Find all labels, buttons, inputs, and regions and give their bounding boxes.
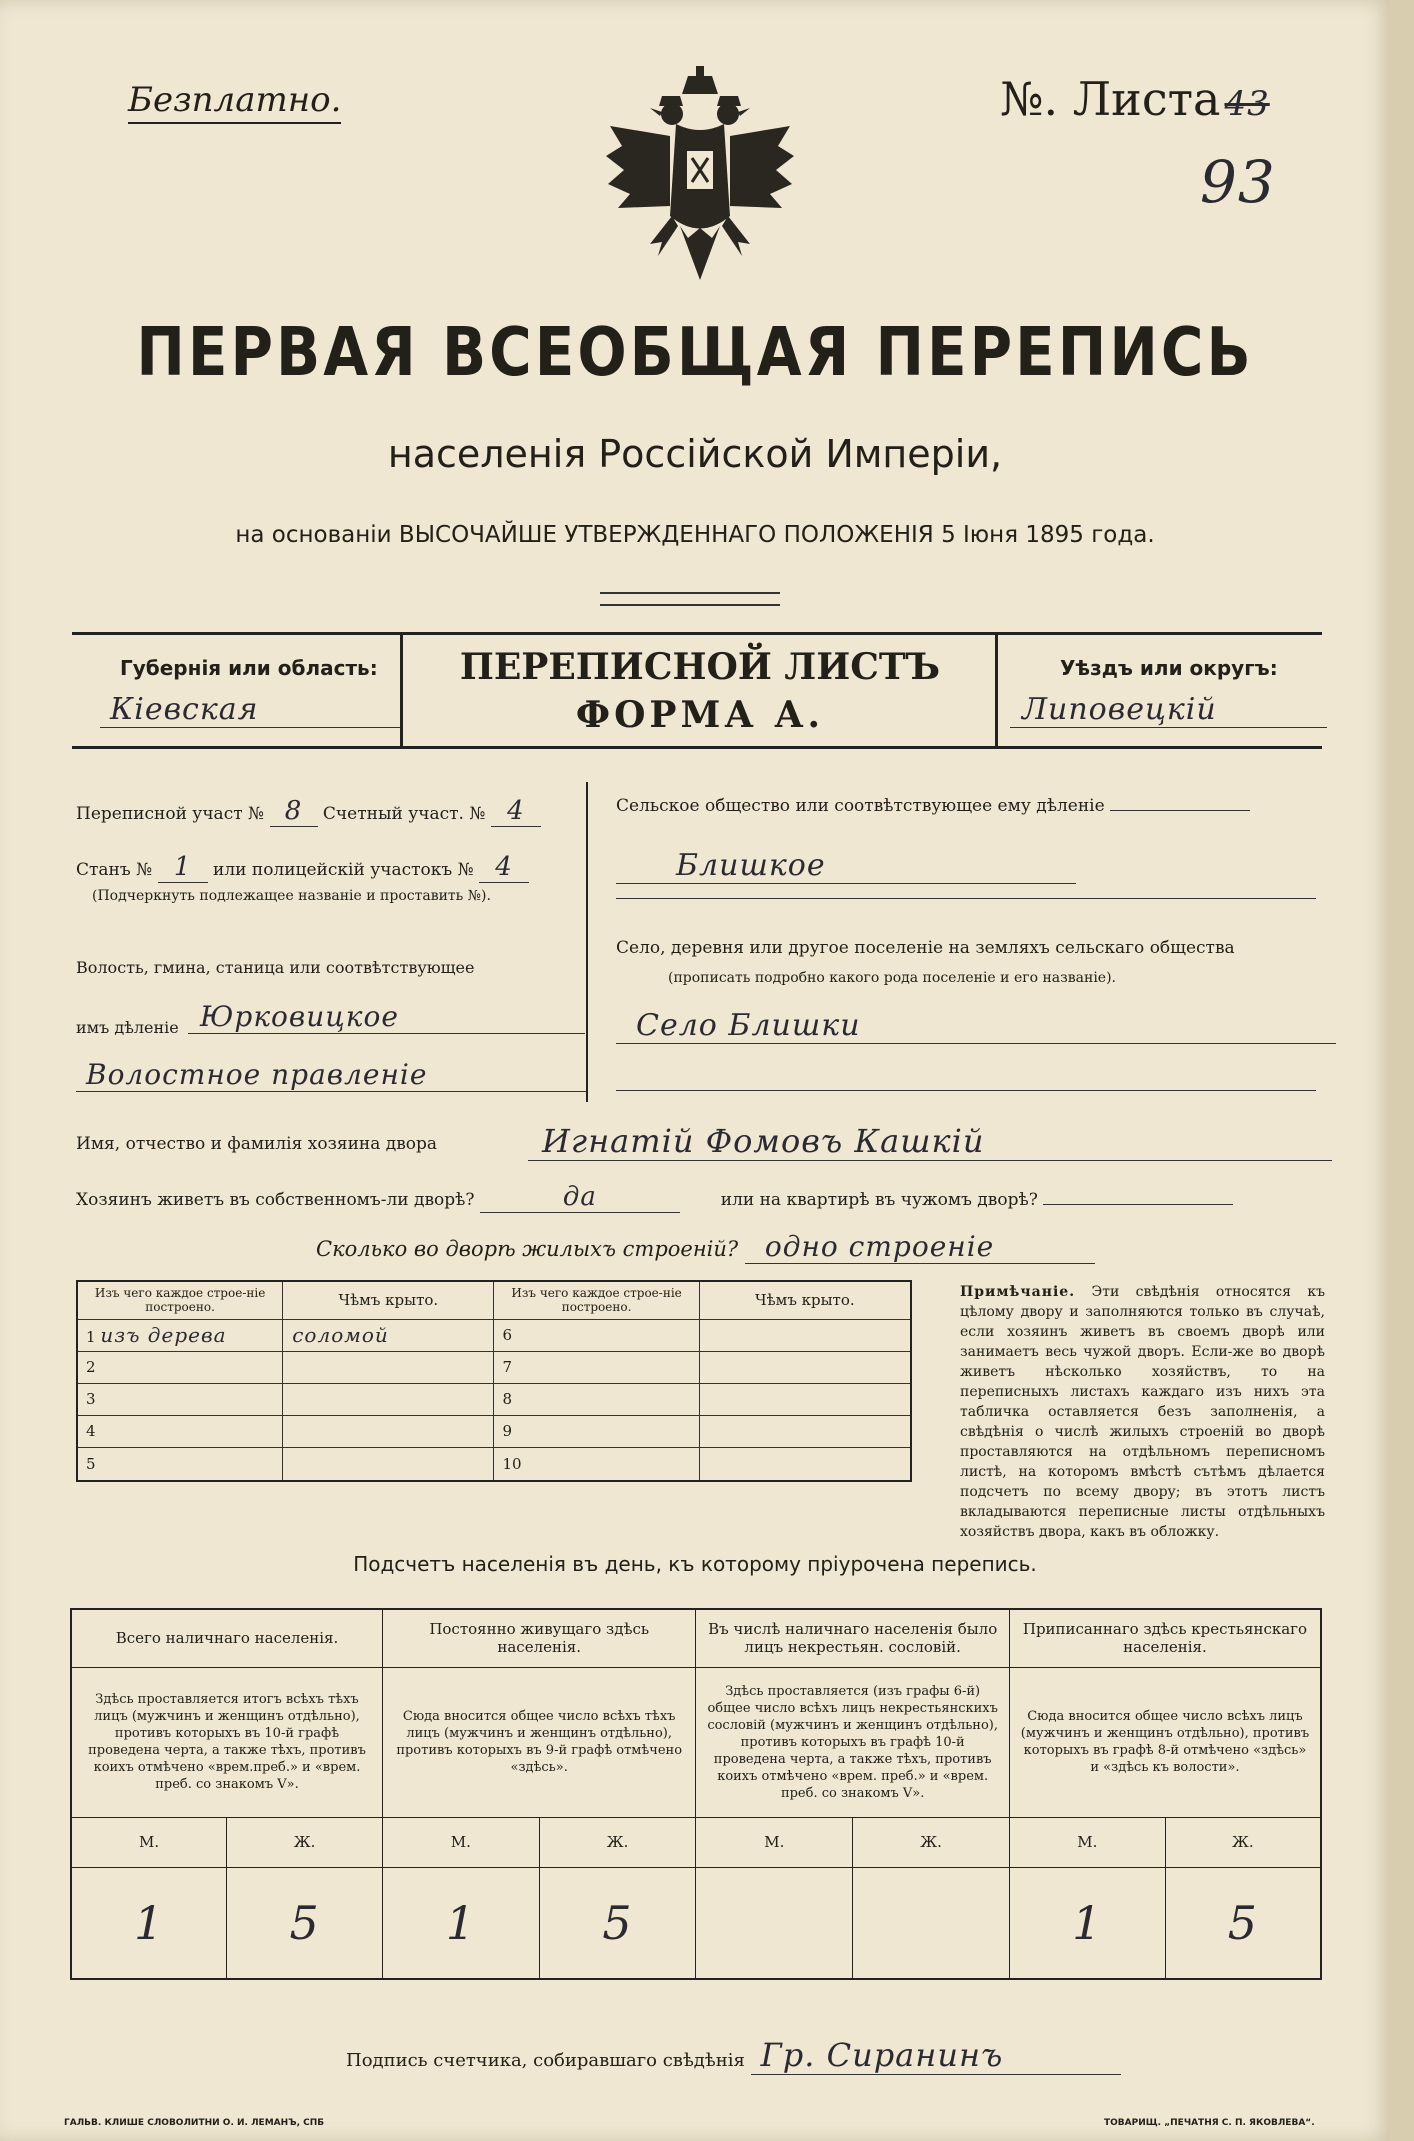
pop-m-header (71, 1817, 227, 1867)
ornament-divider (600, 592, 780, 606)
table-row (77, 1351, 911, 1383)
stan-row (76, 852, 529, 883)
pop-f-label: Ж. (606, 1833, 629, 1851)
pop-peasant-f: 5 (1165, 1867, 1321, 1979)
pop-col-4-desc (1009, 1667, 1321, 1817)
pop-m-header (382, 1817, 539, 1867)
note-text: Эти свѣдѣнія относятся къ цѣлому двору и заполняются только въ случаѣ, если хозяинъ живетъ въ своемъ дворѣ или занимаетъ весь чужой дворъ. Если-же во дворѣ живетъ нѣсколько хозяйствъ, то на переписныхъ листахъ каждаго изъ нихъ эта табличка оставляется безъ заполненія, а свѣдѣнія о числѣ жилыхъ строеній во дворѣ проставляются на отдѣльномъ переписномъ листѣ, на которомъ вмѣстѣ сътѣмъ дѣлается подсчетъ по всему двору; въ этотъ листъ вкладываются переписные листы отдѣльныхъ хозяйствъ двора, какъ въ обложку. (960, 1284, 1325, 1540)
province-value: Кіевская (100, 692, 400, 728)
double-headed-eagle-emblem (600, 66, 800, 296)
village-label: Село, деревня или другое поселеніе на земляхъ сельскаго общества (616, 938, 1235, 958)
sub-title: населенія Россійской Имперіи, (387, 432, 1003, 476)
pop-f-label: Ж. (293, 1833, 316, 1851)
district-label: Уѣздъ или округъ: (1060, 656, 1278, 680)
pop-nonpeasant-f (853, 1867, 1010, 1979)
pop-peasant-m: 1 (1009, 1867, 1165, 1979)
form-header-bottom-rule (72, 746, 1322, 749)
dwell-row-number: 3 (86, 1390, 96, 1408)
volost-label-2: имъ дѣленіе (76, 1018, 179, 1037)
census-section-value: 8 (270, 796, 318, 827)
note-block (960, 1282, 1325, 1542)
society-blank-line (616, 898, 1316, 899)
pop-f-label: Ж. (920, 1833, 942, 1851)
owner-own-row (76, 1182, 1233, 1213)
signature-row (346, 2036, 1121, 2075)
pop-col-2-desc (382, 1667, 695, 1817)
dwell-row-number: 9 (502, 1422, 513, 1440)
owner-own-label: Хозяинъ живетъ въ собственномъ-ли дворѣ? (76, 1190, 475, 1210)
buildings-value: одно строеніе (745, 1230, 1095, 1264)
dwell-left-built-header (77, 1281, 283, 1319)
imprint-left: ГАЛЬВ. КЛИШЕ СЛОВОЛИТНИ О. И. ЛЕМАНЪ, СПБ (64, 2118, 325, 2128)
dwell-row-number: 2 (86, 1358, 96, 1376)
dwell-left-built-text: Изъ чего каждое строе-ніе построено. (94, 1286, 266, 1315)
dwell-row-number: 4 (86, 1422, 96, 1440)
pop-col-4-desc-text: Сюда вносится общее число всѣхъ лицъ (мужчинъ и женщинъ отдѣльно), противъ которыхъ въ графѣ 8-й отмѣчено «здѣсь» и «здѣсь къ волости». (1020, 1709, 1310, 1775)
pop-col-2-title-text: Постоянно живущаго здѣсь населенія. (429, 1620, 650, 1657)
dwell-right-built-text: Изъ чего каждое строе-ніе построено. (511, 1286, 682, 1315)
village-hint: (прописать подробно какого рода поселеніе и его названіе). (668, 970, 1116, 986)
pop-m-label: М. (1077, 1833, 1098, 1851)
province-label: Губернія или область: (120, 656, 378, 680)
population-heading: Подсчетъ населенія въ день, къ которому пріурочена перепись. (353, 1552, 1037, 1576)
form-header-divider-right (995, 632, 998, 749)
stan-value: 1 (158, 852, 208, 883)
fields-column-divider (586, 782, 588, 1102)
form-sub: ФОРМА А. (575, 694, 825, 736)
owner-name-value: Игнатій Фомовъ Кашкій (528, 1122, 1332, 1161)
pop-col-2-title (382, 1609, 695, 1667)
pop-col-1-desc (71, 1667, 382, 1817)
society-label-text: Сельское общество или соотвѣтствующее ему дѣленіе (616, 796, 1105, 816)
pop-col-3-title (696, 1609, 1010, 1667)
society-value: Блишкое (616, 848, 1076, 884)
pop-m-label: М. (139, 1833, 160, 1851)
pop-col-2-desc-text: Сюда вносится общее число всѣхъ тѣхъ лицъ (мужчинъ и женщинъ отдѣльно), противъ которыхъ въ 9-й графѣ отмѣчено «здѣсь». (396, 1709, 683, 1775)
dwell-row-number: 6 (502, 1326, 513, 1344)
pop-col-3-title-text: Въ числѣ наличнаго населенія было лицъ некрестьян. сословій. (708, 1620, 998, 1657)
police-label: или полицейскій участокъ № (213, 860, 474, 880)
dwell-left-roof-header (283, 1281, 494, 1319)
pop-col-1-desc-text: Здѣсь проставляется итогъ всѣхъ тѣхъ лицъ (мужчинъ и женщинъ отдѣльно), противъ которыхъ въ 10-й графѣ проведена черта, а также тѣхъ, противъ коихъ отмѣчено «врем.преб.» и «врем. преб. со знакомъ V». (88, 1692, 366, 1792)
pop-m-header (1009, 1817, 1165, 1867)
dwell-left-roof-text: Чѣмъ крыто. (338, 1291, 439, 1310)
society-label-blank (1110, 810, 1250, 811)
population-table (70, 1608, 1322, 1980)
pop-col-3-desc-text: Здѣсь проставляется (изъ графы 6-й) общее число всѣхъ лицъ некрестьянскихъ сословій (мужчинъ и женщинъ отдѣльно), противъ которыхъ въ графѣ 10-й проведена черта, а также тѣхъ, противъ коихъ отмѣчено «врем. преб.» и «врем. преб. со знакомъ V». (707, 1683, 999, 1801)
form-title: ПЕРЕПИСНОЙ ЛИСТЪ (459, 646, 941, 688)
volost-value-1: Юрковицкое (188, 1000, 585, 1034)
form-header-top-rule (72, 632, 1322, 635)
buildings-row (316, 1230, 1095, 1264)
owner-rent-label: или на квартирѣ въ чужомъ дворѣ? (720, 1190, 1038, 1210)
stan-hint: (Подчеркнуть подлежащее названіе и проставить №). (92, 888, 491, 904)
pop-total-m: 1 (71, 1867, 227, 1979)
pop-m-label: М. (450, 1833, 471, 1851)
sheet-number-label: №. Листа (1000, 72, 1221, 126)
dwellings-table (76, 1280, 912, 1482)
dwell-row-number: 5 (86, 1454, 96, 1473)
dwell-right-roof-header (699, 1281, 911, 1319)
pop-col-1-title (71, 1609, 382, 1667)
dwell-built-value: изъ дерева (100, 1323, 227, 1347)
dwell-row-number: 1 (86, 1328, 96, 1346)
free-label: Безплатно. (128, 80, 341, 124)
pop-f-header (853, 1817, 1010, 1867)
police-value: 4 (479, 852, 529, 883)
dwell-row-number: 8 (502, 1390, 513, 1408)
pop-f-header (227, 1817, 383, 1867)
pop-resident-m: 1 (382, 1867, 539, 1979)
pop-col-1-title-text: Всего наличнаго населенія. (115, 1629, 339, 1648)
table-row (77, 1415, 911, 1447)
note-label: Примѣчаніе. (960, 1284, 1076, 1300)
dwell-roof-value: соломой (292, 1323, 389, 1347)
volost-label-1: Волость, гмина, станица или соотвѣтствующее (76, 958, 475, 977)
basis-line: на основаніи ВЫСОЧАЙШЕ УТВЕРЖДЕННАГО ПОЛОЖЕНІЯ 5 Іюня 1895 года. (235, 522, 1155, 548)
district-value: Липовецкій (1010, 692, 1327, 728)
pop-col-3-desc (696, 1667, 1010, 1817)
dwell-row-number: 10 (502, 1454, 522, 1473)
table-row (77, 1383, 911, 1415)
village-value: Село Блишки (616, 1008, 1336, 1044)
owner-name-row (76, 1134, 437, 1154)
pop-col-4-title-text: Приписаннаго здѣсь крестьянскаго населенія. (1022, 1620, 1308, 1657)
census-section-row (76, 796, 541, 827)
signature-value: Гр. Сиранинъ (751, 2036, 1121, 2075)
owner-own-value: да (480, 1182, 680, 1213)
pop-resident-f: 5 (539, 1867, 696, 1979)
imprint-right: ТОВАРИЩ. „ПЕЧАТНЯ С. П. ЯКОВЛЕВА“. (1104, 2118, 1315, 2128)
count-section-label: Счетный участ. № (322, 804, 486, 824)
dwell-right-roof-text: Чѣмъ крыто. (755, 1291, 855, 1310)
count-section-value: 4 (491, 796, 541, 827)
sheet-number-struck: 43 (1224, 84, 1270, 124)
table-row (77, 1447, 911, 1481)
census-section-label: Переписной участ № (76, 804, 265, 824)
main-title: ПЕРВАЯ ВСЕОБЩАЯ ПЕРЕПИСЬ (136, 312, 1254, 392)
owner-name-label: Имя, отчество и фамилія хозяина двора (76, 1134, 438, 1154)
table-row (77, 1319, 911, 1351)
dwell-right-built-header (494, 1281, 699, 1319)
stan-label: Станъ № (76, 860, 153, 880)
pop-col-4-title (1009, 1609, 1321, 1667)
sheet-number-hand: 93 (1200, 148, 1276, 216)
dwell-row-number: 7 (502, 1358, 513, 1376)
buildings-label: Сколько во дворѣ жилыхъ строеній? (316, 1237, 739, 1261)
pop-m-header (696, 1817, 853, 1867)
owner-rent-blank (1043, 1204, 1233, 1205)
signature-label: Подпись счетчика, собиравшаго свѣдѣнія (346, 2050, 745, 2071)
pop-m-label: М. (764, 1833, 785, 1851)
pop-total-f: 5 (227, 1867, 383, 1979)
volost-value-2: Волостное правленіе (76, 1058, 586, 1092)
pop-f-header (539, 1817, 696, 1867)
pop-f-header (1165, 1817, 1321, 1867)
society-label (616, 796, 1250, 816)
pop-nonpeasant-m (696, 1867, 853, 1979)
sheet-number (1000, 72, 1270, 126)
pop-f-label: Ж. (1232, 1833, 1254, 1851)
village-blank-line (616, 1090, 1316, 1091)
form-header-divider-left (400, 632, 403, 749)
